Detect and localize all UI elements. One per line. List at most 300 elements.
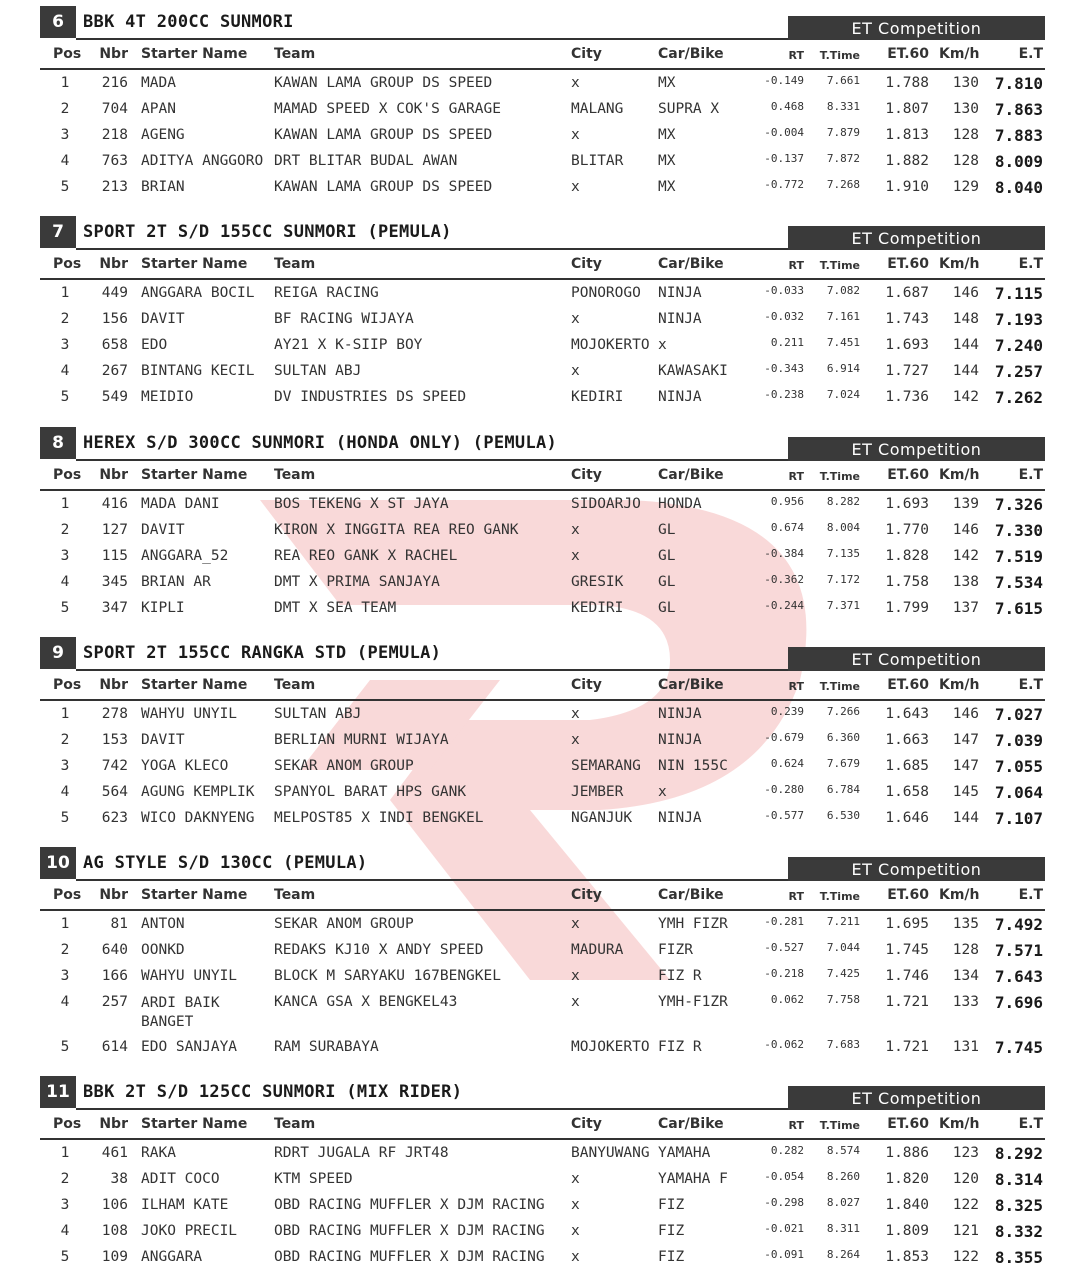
cell-tt: 7.211	[826, 915, 860, 928]
cell-name: WAHYU UNYIL	[141, 706, 238, 722]
column-header-rt: RT	[788, 259, 804, 272]
section-header	[40, 6, 1045, 40]
column-header-tt: T.Time	[819, 49, 860, 62]
cell-kmh: 130	[952, 101, 979, 117]
cell-et: 7.519	[994, 547, 1043, 566]
cell-city: x	[571, 179, 580, 195]
section-title: BBK 4T 200CC SUNMORI	[83, 12, 294, 32]
column-header-et60: ET.60	[887, 467, 929, 483]
cell-car: NINJA	[658, 732, 702, 748]
cell-kmh: 138	[952, 574, 979, 590]
cell-car: FIZ R	[658, 968, 702, 984]
cell-name: ILHAM KATE	[141, 1197, 229, 1213]
cell-car: NINJA	[658, 311, 702, 327]
table-row	[40, 701, 1045, 727]
column-header-pos: Pos	[53, 1116, 82, 1132]
cell-et: 7.240	[994, 336, 1043, 355]
table-row	[40, 989, 1045, 1034]
column-header-nbr: Nbr	[99, 677, 128, 693]
cell-kmh: 148	[952, 311, 979, 327]
cell-et: 7.330	[994, 521, 1043, 540]
cell-nbr: 153	[101, 732, 128, 748]
column-header-team: Team	[274, 46, 316, 62]
cell-team: BF RACING WIJAYA	[274, 311, 414, 327]
cell-rt: 0.624	[770, 757, 804, 770]
cell-name: RAKA	[141, 1145, 176, 1161]
cell-kmh: 145	[952, 784, 979, 800]
cell-nbr: 449	[101, 285, 128, 301]
cell-et60: 1.721	[885, 1039, 929, 1055]
cell-et: 7.571	[994, 941, 1043, 960]
column-header-nbr: Nbr	[99, 887, 128, 903]
cell-name: DAVIT	[141, 732, 185, 748]
column-header-kmh: Km/h	[939, 677, 980, 693]
table-row	[40, 148, 1045, 174]
cell-pos: 1	[60, 706, 70, 722]
cell-nbr: 658	[101, 337, 128, 353]
cell-kmh: 128	[952, 127, 979, 143]
table-row	[40, 963, 1045, 989]
cell-tt: 7.172	[826, 573, 860, 586]
cell-rt: -0.054	[764, 1170, 804, 1183]
column-header-pos: Pos	[53, 46, 82, 62]
cell-et: 7.064	[994, 783, 1043, 802]
cell-rt: -0.772	[764, 178, 804, 191]
cell-pos: 2	[60, 942, 70, 958]
column-header-tt: T.Time	[819, 470, 860, 483]
table-row	[40, 517, 1045, 543]
table-row	[40, 805, 1045, 831]
table-row	[40, 1244, 1045, 1270]
cell-car: NIN 155C	[658, 758, 728, 774]
cell-tt: 8.282	[826, 495, 860, 508]
cell-team: SPANYOL BARAT HPS GANK	[274, 784, 467, 800]
column-header-city: City	[571, 887, 602, 903]
column-header-name: Starter Name	[141, 467, 248, 483]
cell-name: EDO	[141, 337, 168, 353]
cell-car: SUPRA X	[658, 101, 720, 117]
cell-pos: 4	[60, 574, 70, 590]
cell-nbr: 763	[101, 153, 128, 169]
column-header-kmh: Km/h	[939, 887, 980, 903]
cell-team: DRT BLITAR BUDAL AWAN	[274, 153, 458, 169]
cell-name: ANGGARA BOCIL	[141, 285, 255, 301]
results-section	[40, 216, 1045, 410]
cell-name	[141, 994, 220, 1032]
cell-city: PONOROGO	[571, 285, 641, 301]
table-row	[40, 779, 1045, 805]
section-header	[40, 637, 1045, 671]
table-row	[40, 911, 1045, 937]
cell-kmh: 122	[952, 1197, 979, 1213]
cell-pos: 3	[60, 548, 70, 564]
cell-name: AGUNG KEMPLIK	[141, 784, 255, 800]
cell-et60: 1.693	[885, 337, 929, 353]
cell-tt: 7.371	[826, 599, 860, 612]
cell-tt: 6.914	[826, 362, 860, 375]
cell-car: GL	[658, 548, 676, 564]
column-header-pos: Pos	[53, 256, 82, 272]
cell-name: ANGGARA	[141, 1249, 203, 1265]
cell-nbr: 267	[101, 363, 128, 379]
cell-rt: -0.281	[764, 915, 804, 928]
column-header-rt: RT	[788, 470, 804, 483]
cell-team: KIRON X INGGITA REA REO GANK	[274, 522, 519, 538]
cell-et60: 1.813	[885, 127, 929, 143]
cell-name: MEIDIO	[141, 389, 194, 405]
cell-team: BERLIAN MURNI WIJAYA	[274, 732, 449, 748]
column-header-et: E.T	[1018, 467, 1043, 483]
cell-kmh: 122	[952, 1249, 979, 1265]
cell-pos: 1	[60, 285, 70, 301]
table-row	[40, 543, 1045, 569]
cell-et60: 1.643	[885, 706, 929, 722]
column-header-row	[40, 461, 1045, 491]
column-header-team: Team	[274, 1116, 316, 1132]
cell-nbr: 166	[101, 968, 128, 984]
et-competition-badge: ET Competition	[788, 857, 1045, 881]
cell-kmh: 134	[952, 968, 979, 984]
cell-rt: -0.238	[764, 388, 804, 401]
cell-team: DV INDUSTRIES DS SPEED	[274, 389, 467, 405]
column-header-et60: ET.60	[887, 677, 929, 693]
cell-nbr: 115	[101, 548, 128, 564]
column-header-name: Starter Name	[141, 887, 248, 903]
column-header-rt: RT	[788, 49, 804, 62]
cell-team: DMT X SEA TEAM	[274, 600, 397, 616]
cell-pos: 1	[60, 1145, 70, 1161]
table-row	[40, 491, 1045, 517]
cell-kmh: 139	[952, 496, 979, 512]
cell-car: MX	[658, 127, 676, 143]
column-header-name: Starter Name	[141, 1116, 248, 1132]
column-header-name: Starter Name	[141, 677, 248, 693]
column-header-car: Car/Bike	[658, 1116, 724, 1132]
cell-city: x	[571, 994, 580, 1010]
cell-et60: 1.853	[885, 1249, 929, 1265]
cell-pos: 1	[60, 496, 70, 512]
et-competition-badge: ET Competition	[788, 437, 1045, 461]
table-row	[40, 384, 1045, 410]
cell-et: 7.615	[994, 599, 1043, 618]
cell-tt: 7.268	[826, 178, 860, 191]
cell-nbr: 278	[101, 706, 128, 722]
cell-city: BLITAR	[571, 153, 624, 169]
cell-tt: 8.311	[826, 1222, 860, 1235]
column-header-car: Car/Bike	[658, 256, 724, 272]
cell-kmh: 120	[952, 1171, 979, 1187]
cell-car: MX	[658, 179, 676, 195]
cell-kmh: 146	[952, 285, 979, 301]
cell-car: NINJA	[658, 706, 702, 722]
cell-team: BOS TEKENG X ST JAYA	[274, 496, 449, 512]
table-row	[40, 753, 1045, 779]
cell-car: NINJA	[658, 285, 702, 301]
cell-name-line: BANGET	[141, 1014, 194, 1030]
cell-rt: -0.218	[764, 967, 804, 980]
cell-pos: 5	[60, 179, 70, 195]
cell-name: ANGGARA_52	[141, 548, 229, 564]
cell-nbr: 640	[101, 942, 128, 958]
cell-nbr: 623	[101, 810, 128, 826]
cell-kmh: 142	[952, 548, 979, 564]
cell-kmh: 129	[952, 179, 979, 195]
cell-car: HONDA	[658, 496, 702, 512]
cell-nbr: 347	[101, 600, 128, 616]
cell-car: GL	[658, 574, 676, 590]
cell-tt: 7.451	[826, 336, 860, 349]
cell-pos: 2	[60, 522, 70, 538]
cell-city: SIDOARJO	[571, 496, 641, 512]
column-header-row	[40, 250, 1045, 280]
cell-kmh: 142	[952, 389, 979, 405]
cell-rt: -0.343	[764, 362, 804, 375]
cell-et: 7.055	[994, 757, 1043, 776]
cell-pos: 1	[60, 916, 70, 932]
section-header	[40, 427, 1045, 461]
cell-et60: 1.721	[885, 994, 929, 1010]
column-header-row	[40, 671, 1045, 701]
column-header-pos: Pos	[53, 467, 82, 483]
cell-rt: -0.062	[764, 1038, 804, 1051]
section-number: 6	[40, 6, 76, 38]
cell-team: MAMAD SPEED X COK'S GARAGE	[274, 101, 501, 117]
table-row	[40, 727, 1045, 753]
cell-et60: 1.685	[885, 758, 929, 774]
cell-team: KAWAN LAMA GROUP DS SPEED	[274, 127, 493, 143]
cell-et60: 1.882	[885, 153, 929, 169]
column-header-rt: RT	[788, 1119, 804, 1132]
cell-pos: 4	[60, 994, 70, 1010]
cell-rt: -0.033	[764, 284, 804, 297]
cell-team: REIGA RACING	[274, 285, 379, 301]
cell-team: REA REO GANK X RACHEL	[274, 548, 458, 564]
cell-nbr: 216	[101, 75, 128, 91]
cell-team: DMT X PRIMA SANJAYA	[274, 574, 440, 590]
column-header-car: Car/Bike	[658, 887, 724, 903]
cell-city: x	[571, 522, 580, 538]
cell-car: GL	[658, 600, 676, 616]
column-header-row	[40, 1110, 1045, 1140]
cell-pos: 2	[60, 101, 70, 117]
cell-rt: -0.679	[764, 731, 804, 744]
table-row	[40, 569, 1045, 595]
cell-name: MADA DANI	[141, 496, 220, 512]
cell-car: x	[658, 337, 667, 353]
cell-et60: 1.693	[885, 496, 929, 512]
results-section	[40, 847, 1045, 1060]
column-header-row	[40, 881, 1045, 911]
cell-pos: 5	[60, 810, 70, 826]
column-header-et60: ET.60	[887, 256, 929, 272]
cell-pos: 3	[60, 127, 70, 143]
cell-et: 8.040	[994, 178, 1043, 197]
table-row	[40, 332, 1045, 358]
cell-tt: 8.260	[826, 1170, 860, 1183]
cell-car: FIZ	[658, 1197, 685, 1213]
cell-pos: 3	[60, 337, 70, 353]
table-row	[40, 595, 1045, 621]
results-section	[40, 6, 1045, 200]
cell-nbr: 564	[101, 784, 128, 800]
column-header-row	[40, 40, 1045, 70]
cell-city: x	[571, 1197, 580, 1213]
cell-team: BLOCK M SARYAKU 167BENGKEL	[274, 968, 501, 984]
section-title: BBK 2T S/D 125CC SUNMORI (MIX RIDER)	[83, 1082, 463, 1102]
cell-name: KIPLI	[141, 600, 185, 616]
cell-tt: 8.004	[826, 521, 860, 534]
cell-tt: 7.683	[826, 1038, 860, 1051]
cell-name: BINTANG KECIL	[141, 363, 255, 379]
cell-city: MALANG	[571, 101, 624, 117]
column-header-nbr: Nbr	[99, 1116, 128, 1132]
column-header-kmh: Km/h	[939, 46, 980, 62]
column-header-pos: Pos	[53, 887, 82, 903]
cell-team: SULTAN ABJ	[274, 706, 362, 722]
cell-et60: 1.663	[885, 732, 929, 748]
cell-kmh: 144	[952, 810, 979, 826]
cell-et: 7.492	[994, 915, 1043, 934]
cell-city: SEMARANG	[571, 758, 641, 774]
column-header-et: E.T	[1018, 887, 1043, 903]
cell-rt: 0.062	[770, 993, 804, 1006]
cell-tt: 7.044	[826, 941, 860, 954]
cell-et: 7.193	[994, 310, 1043, 329]
cell-car: KAWASAKI	[658, 363, 728, 379]
table-row	[40, 1192, 1045, 1218]
column-header-et: E.T	[1018, 256, 1043, 272]
cell-pos: 5	[60, 1249, 70, 1265]
column-header-car: Car/Bike	[658, 467, 724, 483]
cell-car: MX	[658, 153, 676, 169]
table-row	[40, 70, 1045, 96]
cell-pos: 3	[60, 968, 70, 984]
column-header-city: City	[571, 256, 602, 272]
et-competition-badge: ET Competition	[788, 16, 1045, 40]
column-header-et: E.T	[1018, 677, 1043, 693]
cell-nbr: 213	[101, 179, 128, 195]
cell-team: MELPOST85 X INDI BENGKEL	[274, 810, 484, 826]
column-header-pos: Pos	[53, 677, 82, 693]
section-number: 11	[40, 1076, 76, 1108]
cell-car: YAMAHA	[658, 1145, 711, 1161]
cell-name: YOGA KLECO	[141, 758, 229, 774]
cell-rt: -0.032	[764, 310, 804, 323]
cell-et: 8.009	[994, 152, 1043, 171]
cell-nbr: 614	[101, 1039, 128, 1055]
column-header-et60: ET.60	[887, 887, 929, 903]
cell-name-line: ARDI BAIK	[141, 995, 220, 1011]
cell-pos: 1	[60, 75, 70, 91]
cell-team: SEKAR ANOM GROUP	[274, 916, 414, 932]
cell-car: FIZR	[658, 942, 693, 958]
cell-et60: 1.758	[885, 574, 929, 590]
cell-et: 8.292	[994, 1144, 1043, 1163]
cell-city: x	[571, 75, 580, 91]
cell-name: WICO DAKNYENG	[141, 810, 255, 826]
column-header-nbr: Nbr	[99, 256, 128, 272]
cell-city: x	[571, 732, 580, 748]
cell-city: KEDIRI	[571, 389, 624, 405]
cell-rt: -0.280	[764, 783, 804, 796]
cell-rt: -0.244	[764, 599, 804, 612]
results-section	[40, 637, 1045, 831]
cell-name: BRIAN	[141, 179, 185, 195]
section-number: 8	[40, 427, 76, 459]
cell-et60: 1.820	[885, 1171, 929, 1187]
column-header-tt: T.Time	[819, 1119, 860, 1132]
column-header-name: Starter Name	[141, 256, 248, 272]
cell-et60: 1.746	[885, 968, 929, 984]
column-header-et: E.T	[1018, 1116, 1043, 1132]
cell-rt: 0.956	[770, 495, 804, 508]
cell-team: SEKAR ANOM GROUP	[274, 758, 414, 774]
cell-nbr: 704	[101, 101, 128, 117]
table-row	[40, 122, 1045, 148]
cell-et60: 1.736	[885, 389, 929, 405]
column-header-tt: T.Time	[819, 890, 860, 903]
column-header-et60: ET.60	[887, 1116, 929, 1132]
cell-kmh: 130	[952, 75, 979, 91]
column-header-tt: T.Time	[819, 680, 860, 693]
table-row	[40, 174, 1045, 200]
cell-et60: 1.743	[885, 311, 929, 327]
cell-nbr: 345	[101, 574, 128, 590]
cell-team: KAWAN LAMA GROUP DS SPEED	[274, 75, 493, 91]
cell-nbr: 106	[101, 1197, 128, 1213]
cell-rt: -0.577	[764, 809, 804, 822]
cell-city: x	[571, 311, 580, 327]
cell-pos: 4	[60, 153, 70, 169]
column-header-nbr: Nbr	[99, 46, 128, 62]
cell-pos: 5	[60, 600, 70, 616]
cell-kmh: 144	[952, 363, 979, 379]
cell-pos: 4	[60, 784, 70, 800]
cell-nbr: 218	[101, 127, 128, 143]
column-header-kmh: Km/h	[939, 1116, 980, 1132]
cell-et60: 1.910	[885, 179, 929, 195]
section-header	[40, 216, 1045, 250]
cell-city: MOJOKERTO	[571, 337, 650, 353]
cell-name: OONKD	[141, 942, 185, 958]
cell-name: DAVIT	[141, 522, 185, 538]
cell-kmh: 123	[952, 1145, 979, 1161]
cell-pos: 3	[60, 1197, 70, 1213]
cell-name: EDO SANJAYA	[141, 1039, 238, 1055]
table-row	[40, 358, 1045, 384]
cell-kmh: 146	[952, 522, 979, 538]
cell-team: REDAKS KJ10 X ANDY SPEED	[274, 942, 484, 958]
cell-city: BANYUWANG	[571, 1145, 650, 1161]
section-title: AG STYLE S/D 130CC (PEMULA)	[83, 853, 368, 873]
cell-team: KTM SPEED	[274, 1171, 353, 1187]
section-header	[40, 847, 1045, 881]
cell-name: BRIAN AR	[141, 574, 211, 590]
cell-kmh: 121	[952, 1223, 979, 1239]
column-header-car: Car/Bike	[658, 46, 724, 62]
section-title: SPORT 2T 155CC RANGKA STD (PEMULA)	[83, 643, 442, 663]
cell-tt: 7.266	[826, 705, 860, 718]
cell-tt: 7.024	[826, 388, 860, 401]
cell-city: x	[571, 1223, 580, 1239]
table-row	[40, 1166, 1045, 1192]
cell-tt: 8.264	[826, 1248, 860, 1261]
cell-city: x	[571, 1249, 580, 1265]
cell-nbr: 38	[110, 1171, 128, 1187]
table-row	[40, 1034, 1045, 1060]
section-number: 9	[40, 637, 76, 669]
cell-et60: 1.745	[885, 942, 929, 958]
